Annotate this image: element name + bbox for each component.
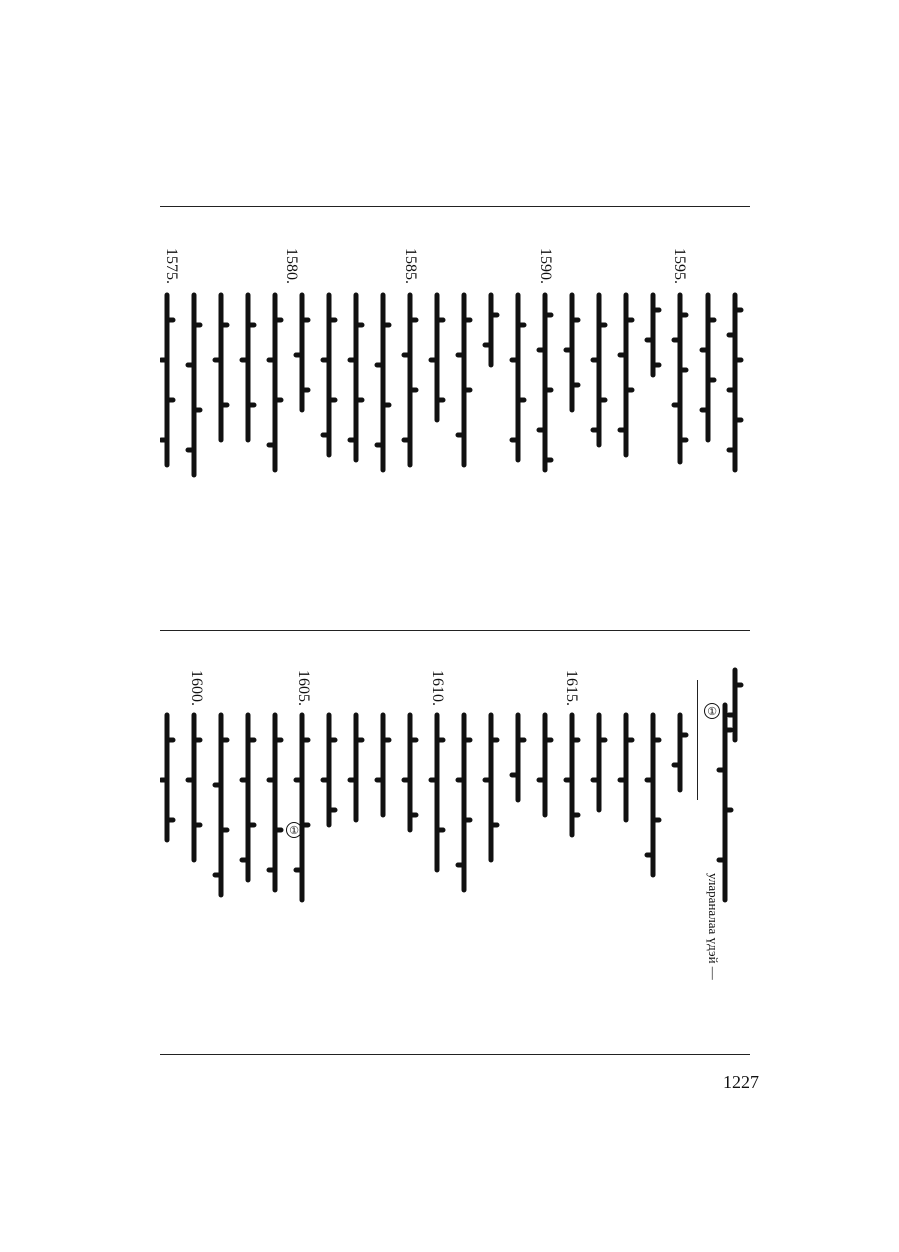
page-number: 1227: [723, 1072, 759, 1092]
middle-rule: [160, 630, 750, 631]
footnote-latin-text: улараналаа үдэй —: [706, 873, 721, 980]
top-rule: [160, 206, 750, 207]
line-number: 1585.: [402, 248, 419, 284]
line-number: 1600.: [188, 670, 205, 706]
footnote-marker: ①: [286, 822, 302, 838]
script-column: [729, 295, 741, 470]
line-number: 1575.: [163, 248, 180, 284]
line-number: 1580.: [283, 248, 300, 284]
bottom-rule: [160, 1054, 750, 1055]
line-number: 1615.: [563, 670, 580, 706]
line-number: 1590.: [537, 248, 554, 284]
line-number: 1595.: [671, 248, 688, 284]
line-number: 1605.: [295, 670, 312, 706]
upper-script-columns: [160, 240, 750, 490]
line-number: 1610.: [429, 670, 446, 706]
lower-script-columns: [160, 660, 750, 910]
footnote-marker: ①: [704, 703, 720, 719]
